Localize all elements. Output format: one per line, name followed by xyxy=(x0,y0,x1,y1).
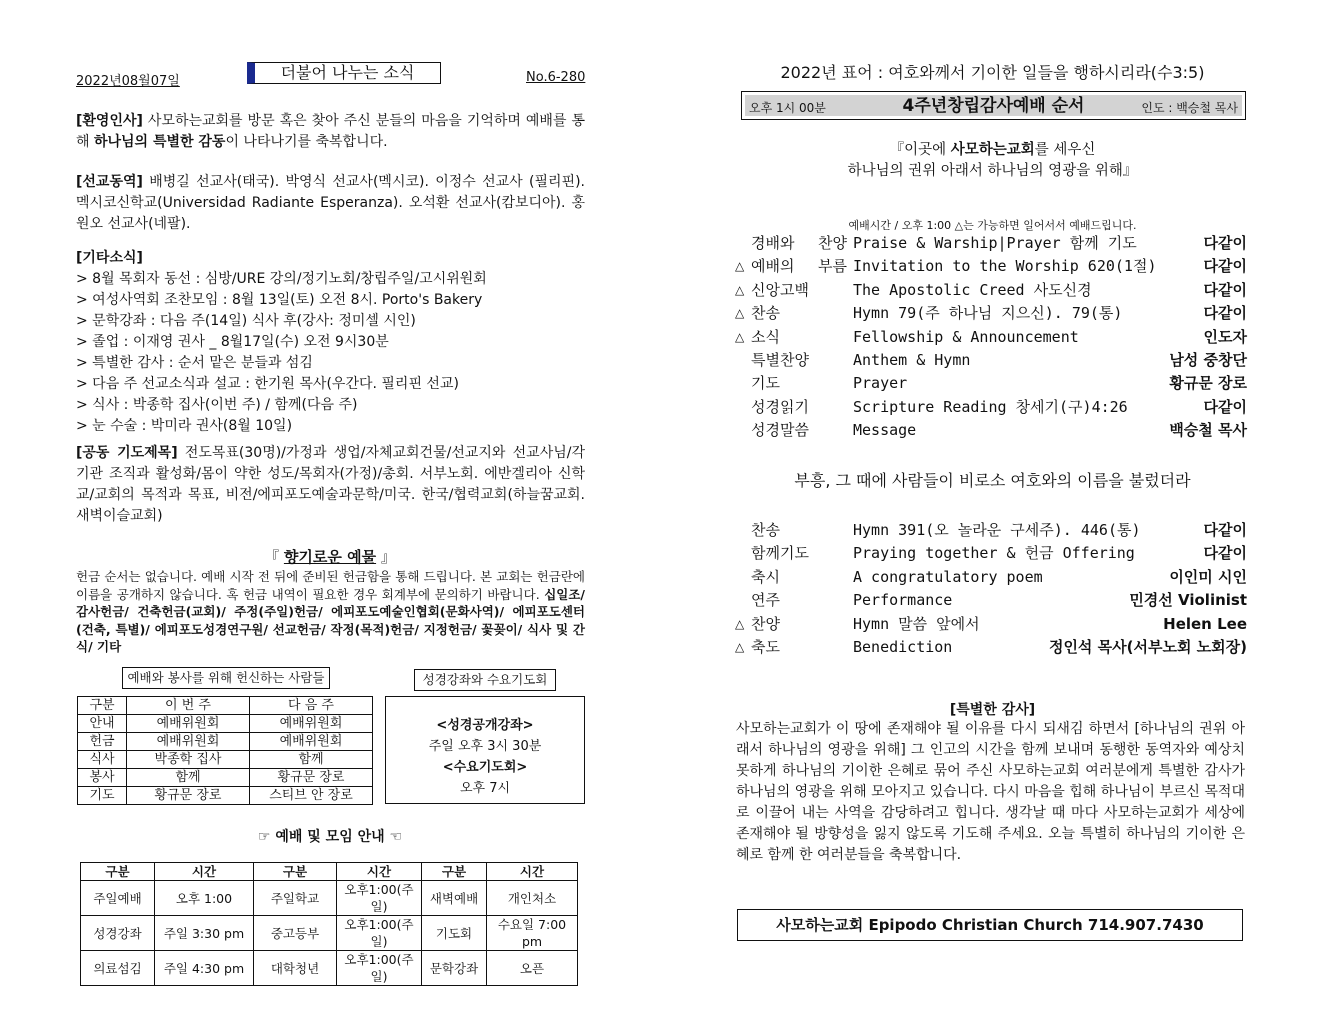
table-header: 이 번 주 xyxy=(127,697,250,715)
order-item xyxy=(735,519,1247,542)
order-item xyxy=(735,396,1247,419)
order-item xyxy=(735,566,1247,589)
mission-text: 배병길 선교사(태국). 박영식 선교사(멕시코). 이정수 선교사 (필리핀). 멕시코신학교(Universidad Radiante Esperanza). 오석환 선교사(캄보디아). 홍원오 선교사(네팔). xyxy=(76,174,585,232)
table-cell: 박종학 집사 xyxy=(127,751,250,769)
bulletin-title: 더불어 나누는 소식 xyxy=(247,62,441,84)
table-cell: 주일예배 xyxy=(81,881,155,916)
offering-title-text: 향기로운 예물 xyxy=(283,548,377,566)
table-header-row xyxy=(78,697,373,715)
table-cell: 주일 4:30 pm xyxy=(155,951,254,986)
serve-box-label: 예배와 봉사를 위해 헌신하는 사람들 xyxy=(122,667,330,689)
table-cell: 새벽예배 xyxy=(422,881,487,916)
table-cell: 중고등부 xyxy=(254,916,337,951)
news-item: > 눈 수술 : 박미라 권사(8월 10일) xyxy=(76,418,293,434)
meeting-title: ☞ 예배 및 모임 안내 ☜ xyxy=(257,829,403,845)
table-cell: 식사 xyxy=(78,751,127,769)
table-cell: 함께 xyxy=(127,769,250,787)
issue-number: No.6-280 xyxy=(526,70,586,85)
table-cell: 오후 1:00 xyxy=(155,881,254,916)
table-row xyxy=(78,715,373,733)
table-row xyxy=(78,751,373,769)
table-row xyxy=(81,951,578,986)
news-item: > 식사 : 박종학 집사(이번 주) / 함께(다음 주) xyxy=(76,397,358,413)
table-header: 구분 xyxy=(422,863,487,881)
news-item: > 졸업 : 이재영 권사 _ 8월17일(수) 오전 9시30분 xyxy=(76,334,389,350)
intro-line-2: 하나님의 권위 아래서 하나님의 영광을 위해』 xyxy=(847,163,1138,179)
order-label: 축시 xyxy=(751,567,780,586)
table-cell: 기도회 xyxy=(422,916,487,951)
welcome-emphasis: 하나님의 특별한 감동 xyxy=(93,134,226,150)
order-stand-mark: △ xyxy=(735,329,745,344)
offering-bracket-open: 『 xyxy=(264,548,280,566)
order-desc: The Apostolic Creed 사도신경 xyxy=(853,280,1092,299)
prayer-text: 전도목표(30명)/가정과 생업/자체교회건물/선교지와 선교사님/각 기관 조직과 활성화/몸이 약한 성도/목회자(가정)/총회. 서부노회. 에반겔리아 신학교/교회의 목적과 목표, 비전/에피포도예술과문학/미국. 한국/협력교회(하늘꿈교회. 새벽이슬교회) xyxy=(76,445,585,524)
order-by: 다같이 xyxy=(1203,257,1247,276)
table-row xyxy=(78,787,373,805)
study-title-2: <수요기도회> xyxy=(442,760,528,775)
order-item xyxy=(735,326,1247,349)
table-cell: 주일 3:30 pm xyxy=(155,916,254,951)
order-stand-mark: △ xyxy=(735,282,745,297)
table-cell: 주일학교 xyxy=(254,881,337,916)
table-cell: 황규문 장로 xyxy=(127,787,250,805)
table-cell: 오픈 xyxy=(487,951,578,986)
table-cell: 오후1:00(주일) xyxy=(337,951,422,986)
order-by: 다같이 xyxy=(1203,521,1247,539)
table-cell: 대학청년 xyxy=(254,951,337,986)
order-desc: Benediction xyxy=(853,638,953,656)
order-title: 4주년창립감사예배 순서 xyxy=(902,96,1085,116)
order-item xyxy=(735,349,1247,372)
table-header: 구분 xyxy=(254,863,337,881)
table-cell: 기도 xyxy=(78,787,127,805)
order-label: 예배의 부름 xyxy=(751,257,847,276)
order-item xyxy=(735,419,1247,442)
order-desc: Hymn 391(오 놀라운 구세주). 446(통) xyxy=(853,521,1141,539)
thanks-title: [특별한 감사] xyxy=(949,702,1036,718)
order-desc: A congratulatory poem xyxy=(853,567,1043,586)
order-leader: 인도 : 백승철 목사 xyxy=(1141,101,1238,115)
order-desc: Hymn 말씀 앞에서 xyxy=(853,614,980,633)
intro-line-1a: 『이곳에 xyxy=(889,142,951,158)
table-cell: 오후1:00(주일) xyxy=(337,881,422,916)
offering-body xyxy=(76,568,585,656)
order-label: 함께기도 xyxy=(751,544,809,563)
offering-text: 헌금 순서는 없습니다. 예배 시작 전 뒤에 준비된 헌금함을 통해 드립니다. 본 교회는 헌금란에 이름을 공개하지 않습니다. 혹 헌금 내역이 필요한 경우 회계부에 문의하기 바랍니다. xyxy=(76,569,585,602)
order-by: 민경선 Violinist xyxy=(1129,591,1247,610)
order-desc: Invitation to the Worship 620(1절) xyxy=(853,257,1157,276)
order-header xyxy=(741,91,1246,120)
order-by: 다같이 xyxy=(1203,544,1247,563)
welcome-text-2: 이 나타나기를 축복합니다. xyxy=(225,134,388,150)
order-item xyxy=(735,302,1247,325)
study-value-2: 오후 7시 xyxy=(459,781,511,796)
prayer-head: [공동 기도제목] xyxy=(76,445,178,461)
offering-bracket-close: 』 xyxy=(380,548,396,566)
table-cell: 예배위원회 xyxy=(127,715,250,733)
table-cell: 스티브 안 장로 xyxy=(250,787,373,805)
serve-table xyxy=(77,696,373,805)
mission-head: [선교동역] xyxy=(76,174,143,190)
order-by: 인도자 xyxy=(1203,327,1247,346)
order-by: 이인미 시인 xyxy=(1169,567,1247,586)
order-item xyxy=(735,636,1247,659)
table-cell: 안내 xyxy=(78,715,127,733)
study-title-1: <성경공개강좌> xyxy=(436,718,534,733)
intro-church-name: 사모하는교회 xyxy=(950,142,1035,158)
table-cell: 성경강좌 xyxy=(81,916,155,951)
study-box xyxy=(385,696,585,804)
news-item: > 여성사역회 조찬모임 : 8월 13일(토) 오전 8시. Porto's Bakery xyxy=(76,292,483,308)
study-value-1: 주일 오후 3시 30분 xyxy=(428,739,542,754)
table-cell: 오후1:00(주일) xyxy=(337,916,422,951)
order-desc: Performance xyxy=(853,591,953,610)
order-by: 백승철 목사 xyxy=(1169,421,1247,440)
news-item: > 다음 주 선교소식과 설교 : 한기원 목사(우간다. 필리핀 선교) xyxy=(76,376,459,392)
other-news-head: [기타소식] xyxy=(76,250,143,266)
welcome-section xyxy=(76,111,585,153)
order-by: 정인석 목사(서부노회 노회장) xyxy=(1048,638,1247,656)
table-header: 다 음 주 xyxy=(250,697,373,715)
order-desc: Anthem & Hymn xyxy=(853,351,971,369)
table-cell: 예배위원회 xyxy=(250,715,373,733)
revival-verse: 부흥, 그 때에 사람들이 비로소 여호와의 이름을 불렀더라 xyxy=(794,471,1191,490)
table-header: 구분 xyxy=(78,697,127,715)
news-item: > 특별한 감사 : 순서 맡은 분들과 섬김 xyxy=(76,355,313,371)
order-label: 찬송 xyxy=(751,521,780,539)
year-theme: 2022년 표어 : 여호와께서 기이한 일들을 행하시리라(수3:5) xyxy=(780,63,1205,82)
order-item xyxy=(735,613,1247,636)
order-label: 연주 xyxy=(751,591,780,610)
church-footer: 사모하는교회 Epipodo Christian Church 714.907.7430 xyxy=(737,909,1243,941)
table-cell: 봉사 xyxy=(78,769,127,787)
order-label: 찬양 xyxy=(751,614,780,633)
order-stand-mark: △ xyxy=(735,259,745,274)
order-by: 황규문 장로 xyxy=(1169,374,1247,393)
intro-verse xyxy=(740,140,1245,182)
table-row xyxy=(78,733,373,751)
table-header: 시간 xyxy=(337,863,422,881)
order-by: 다같이 xyxy=(1203,397,1247,416)
table-cell: 황규문 장로 xyxy=(250,769,373,787)
bulletin-date: 2022년08월07일 xyxy=(76,74,180,89)
table-header: 구분 xyxy=(81,863,155,881)
order-stand-mark: △ xyxy=(735,640,745,654)
table-cell: 함께 xyxy=(250,751,373,769)
other-news-section xyxy=(76,248,585,437)
order-label: 축도 xyxy=(751,638,780,656)
mission-section xyxy=(76,172,585,235)
table-cell: 수요일 7:00 pm xyxy=(487,916,578,951)
order-desc: Fellowship & Announcement xyxy=(853,327,1079,346)
table-cell: 개인처소 xyxy=(487,881,578,916)
order-desc: Praise & Warship|Prayer 함께 기도 xyxy=(853,234,1137,252)
order-desc: Prayer xyxy=(853,374,908,393)
news-item: > 문학강좌 : 다음 주(14일) 식사 후(강사: 정미셀 시인) xyxy=(76,313,416,329)
order-item xyxy=(735,589,1247,612)
table-cell: 문학강좌 xyxy=(422,951,487,986)
order-item xyxy=(735,232,1247,255)
order-by: Helen Lee xyxy=(1163,614,1247,633)
order-item xyxy=(735,255,1247,278)
news-item: > 8월 목회자 동선 : 심방/URE 강의/정기노회/창립주일/고시위원회 xyxy=(76,271,487,287)
table-row xyxy=(81,916,578,951)
order-desc: Scripture Reading 창세기(구)4:26 xyxy=(853,397,1128,416)
study-box-label: 성경강좌와 수요기도회 xyxy=(414,669,556,691)
intro-line-1c: 를 세우신 xyxy=(1034,142,1096,158)
order-stand-mark: △ xyxy=(735,616,745,631)
order-by: 다같이 xyxy=(1203,304,1247,323)
order-label: 경배와 찬양 xyxy=(751,234,847,252)
table-cell: 예배위원회 xyxy=(127,733,250,751)
order-time: 오후 1시 00분 xyxy=(749,101,826,115)
order-label: 성경말씀 xyxy=(751,421,809,440)
table-row xyxy=(78,769,373,787)
order-by: 남성 중창단 xyxy=(1169,351,1247,369)
order-desc: Praying together & 헌금 Offering xyxy=(853,544,1135,563)
meeting-table xyxy=(80,862,578,986)
welcome-head: [환영인사] xyxy=(76,113,143,129)
table-header: 시간 xyxy=(487,863,578,881)
order-label: 특별찬양 xyxy=(751,351,809,369)
order-label: 소식 xyxy=(751,327,780,346)
order-desc: Hymn 79(주 하나님 지으신). 79(통) xyxy=(853,304,1123,323)
welcome-text-1: 사모하는교회를 방문 혹은 찾아 주신 분들의 마음을 기억하며 예배를 통해 xyxy=(76,113,585,150)
order-desc: Message xyxy=(853,421,917,440)
thanks-body: 사모하는교회가 이 땅에 존재해야 될 이유를 다시 되새김 하면서 [하나님의 권위 아래서 하나님의 영광을 위해] 그 인고의 시간을 함께 보내며 동행한 동역자와 예상치 못하게 하나님의 기이한 은혜로 묶어 주신 사모하는교회 여러분에게 특별한 감사가 하나님의 영광을 위해 모아지고 있습니다. 다시 마음을 힙해 하나님이 부르신 목적대로 이끌어 내는 사역을 감당하려고 힙니다. 생각날 때 마다 사모하는교회가 세상에 존재해야 될 방향성을 잃지 않도록 기도해 주세요. 오늘 특별히 하나님의 기이한 은혜로 함께 한 여러분들을 축복합니다. xyxy=(736,721,1245,863)
order-item xyxy=(735,542,1247,565)
table-cell: 헌금 xyxy=(78,733,127,751)
table-cell: 예배위원회 xyxy=(250,733,373,751)
order-stand-mark: △ xyxy=(735,306,745,321)
offering-list: 십일조/ 감사헌금/ 건축헌금(교회)/ 주정(주일)헌금/ 에피포도예술인협회(문화사역)/ 에피포도센터(건축, 특별)/ 에피포도성경연구원/ 선교헌금/ 작정(목적)헌금/ 지정헌금/ 꽃꽂이/ 식사 및 간식/ 기타 xyxy=(76,586,585,654)
order-by: 다같이 xyxy=(1203,280,1247,299)
prayer-section xyxy=(76,443,585,527)
order-by: 다같이 xyxy=(1203,234,1247,252)
order-label: 찬송 xyxy=(751,304,780,323)
table-row xyxy=(81,881,578,916)
order-label: 기도 xyxy=(751,374,780,393)
order-label: 성경읽기 xyxy=(751,397,809,416)
table-header: 시간 xyxy=(155,863,254,881)
offering-title xyxy=(0,546,660,567)
table-cell: 의료섬김 xyxy=(81,951,155,986)
order-item xyxy=(735,372,1247,395)
order-item xyxy=(735,279,1247,302)
order-label: 신앙고백 xyxy=(751,280,809,299)
table-header-row xyxy=(81,863,578,881)
service-note: 예배시간 / 오후 1:00 △는 가능하면 일어서서 예배드립니다. xyxy=(848,219,1137,232)
